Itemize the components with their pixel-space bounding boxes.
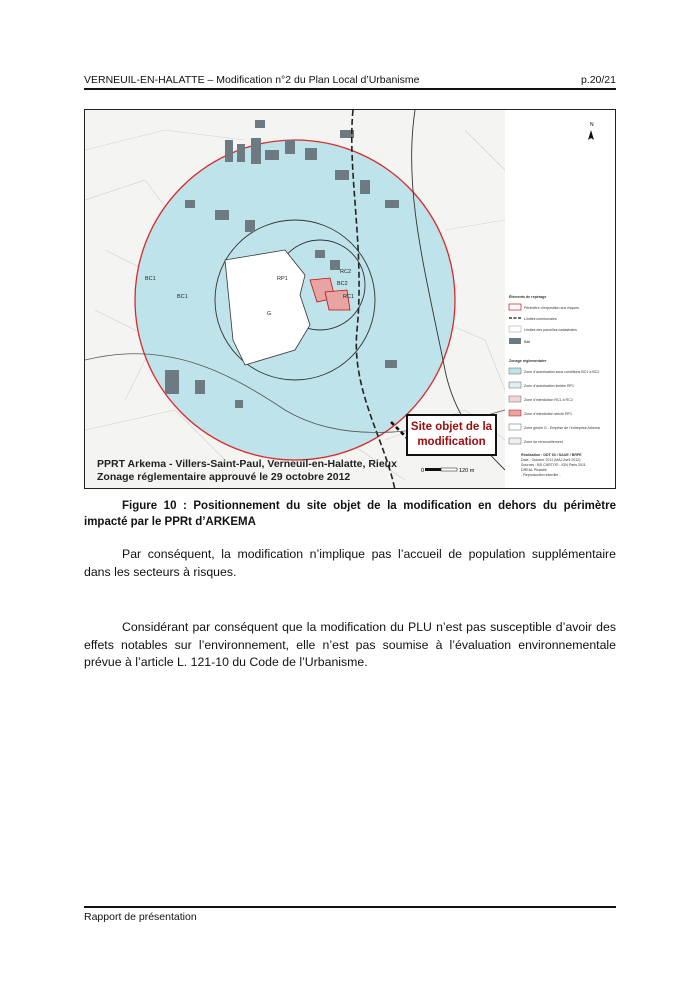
paragraph-2-text: Considérant par conséquent que la modification du PLU n’est pas susceptible d’avoir des effets notables sur l’environnement, elle n’est pas soumise à l’évaluation environnementale prévue à l’article L. 121-10 du Code de l’Urbanisme.	[84, 620, 616, 669]
page-header	[84, 74, 616, 88]
figure-caption	[84, 498, 616, 530]
map-figure	[84, 109, 616, 489]
map-title-line-1: PPRT Arkema - Villers-Saint-Paul, Verneuil-en-Halatte, Rieux	[97, 458, 397, 470]
label-bc1: BC1	[177, 294, 188, 300]
map-title	[97, 458, 397, 483]
zone-rc	[325, 290, 350, 310]
legend-panel	[505, 110, 616, 489]
legend-item: Limites des parcelles cadastrales	[524, 328, 577, 332]
site-label-line-2: modification	[417, 436, 486, 448]
label-bc2: BC2	[337, 281, 348, 287]
legend-credit: Sources : BD CARTO® - IGN Paris 2011	[521, 463, 586, 467]
paragraph-1-text: Par conséquent, la modification n’implique pas l’accueil de population supplémentaire dans les secteurs à risques.	[84, 547, 616, 579]
paragraph-1	[84, 546, 616, 581]
legend-credit: Date : Octobre 2011 (MAJ Avril 2012)	[521, 458, 581, 462]
label-rp1: RP1	[277, 276, 288, 282]
legend-item: Zone d’autorisation sous conditions BC1 à BC2	[524, 370, 600, 374]
legend-credit: - Reproduction interdite -	[521, 473, 561, 477]
page-footer: Rapport de présentation	[84, 911, 197, 923]
header-rule	[84, 88, 616, 90]
legend-item: Périmètre d’exposition aux risques	[524, 306, 579, 310]
caption-text: Figure 10 : Positionnement du site objet de la modification en dehors du périmètre impacté par le PPRt d’ARKEMA	[84, 500, 616, 528]
legend-item: Bâti	[524, 340, 531, 344]
legend-item: Zone d’interdiction RC1 à RC2	[524, 398, 573, 402]
legend-credit: DREAL Picardie	[521, 468, 547, 472]
legend-item: Limites communales	[524, 317, 557, 321]
label-g: G	[267, 311, 272, 317]
legend-item: Zone d’autorisation limitée RP1	[524, 384, 574, 388]
site-label-line-1: Site objet de la	[410, 421, 493, 433]
legend-section-2: Zonage réglementaire	[509, 359, 547, 363]
label-bc1-west: BC1	[145, 276, 156, 282]
legend-section-1: Éléments de repérage	[509, 295, 547, 299]
header-title: VERNEUIL-EN-HALATTE – Modification n°2 du Plan Local d’Urbanisme	[84, 74, 420, 86]
map-title-line-2: Zonage réglementaire approuvé le 29 octobre 2012	[97, 470, 351, 483]
map-graphic	[85, 110, 616, 489]
scale-start: 0	[421, 468, 425, 474]
legend-item: Zone de renouvellement	[524, 440, 563, 444]
label-rc1: RC1	[343, 294, 355, 300]
page-number: p.20/21	[580, 74, 616, 86]
north-label: N	[590, 122, 594, 128]
site-label-box	[406, 414, 497, 456]
footer-rule	[84, 906, 616, 908]
label-rc2: RC2	[340, 269, 352, 275]
paragraph-2	[84, 619, 616, 672]
scale-end: 120 m	[459, 468, 475, 474]
legend-credit: Réalisation : DDT 60 / SAUE / BRPE	[521, 453, 582, 457]
legend-item: Zone grisée G - Emprise de l’entreprise Arkema	[524, 426, 600, 430]
legend-item: Zone d’interdiction stricte RP1	[524, 412, 572, 416]
